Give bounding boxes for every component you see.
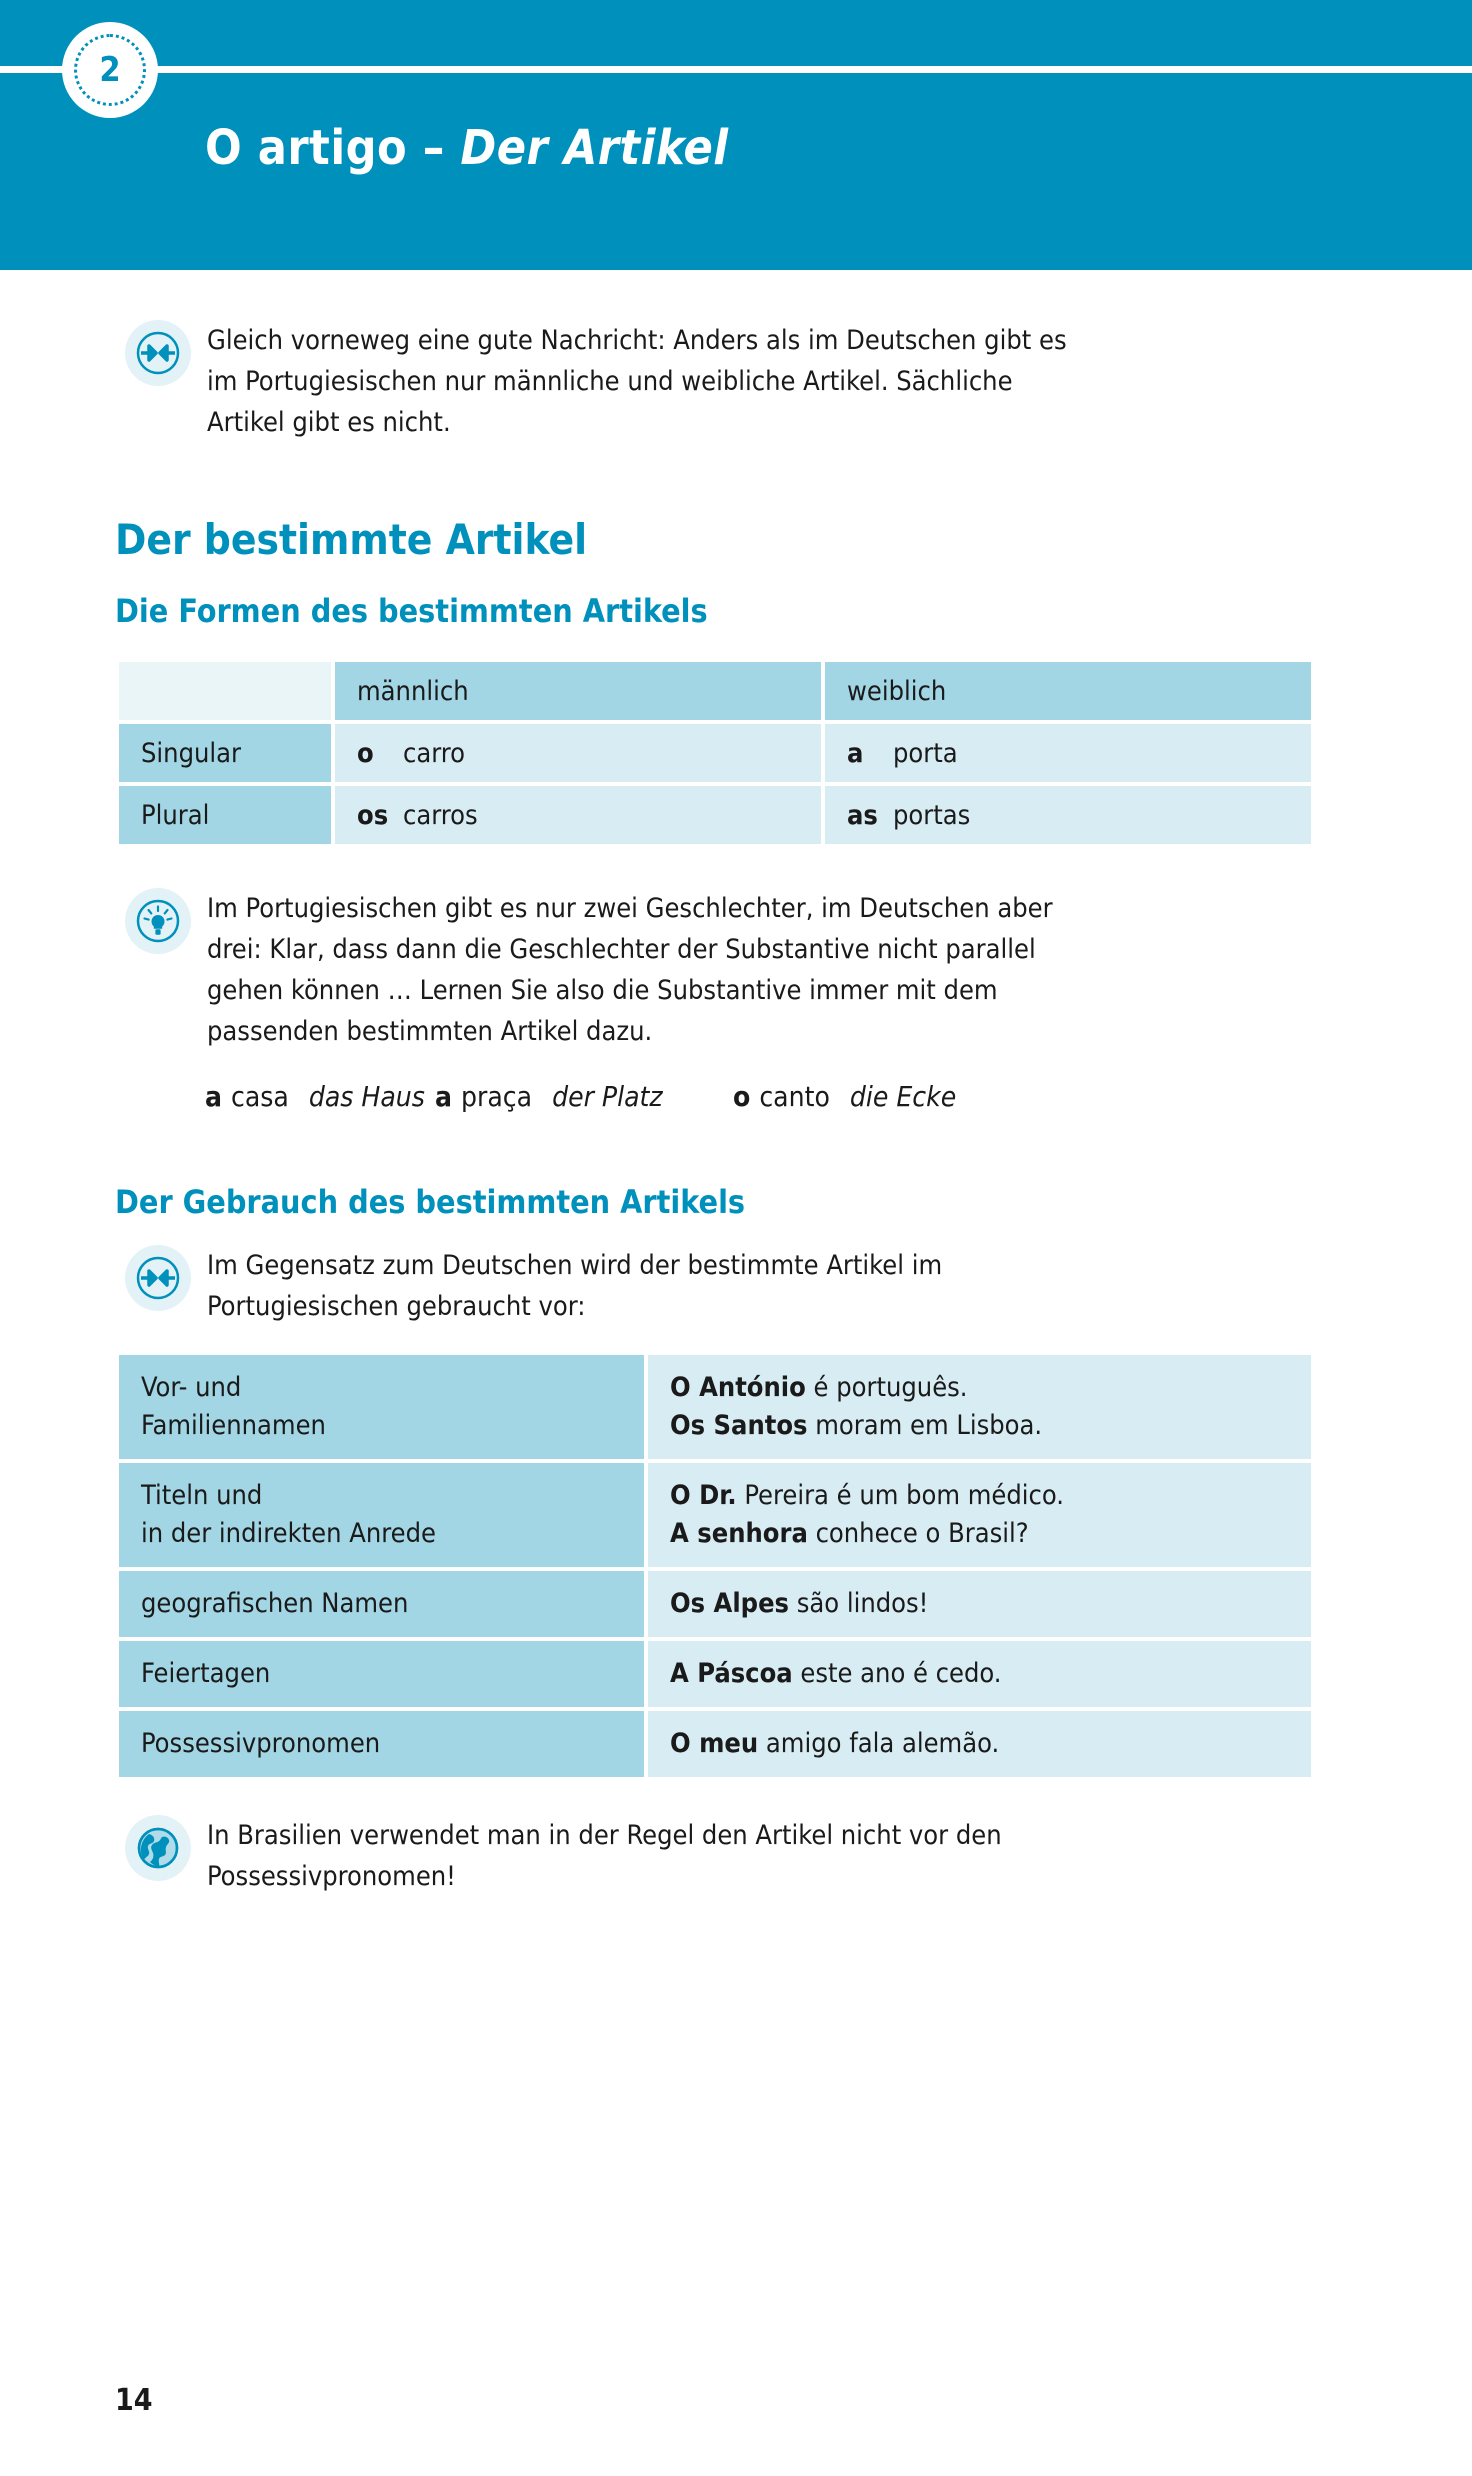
example-item [205,1080,435,1113]
section1-heading: Der bestimmte Artikel [115,515,588,564]
article-forms-table [115,658,1315,848]
tip-note-text: Im Portugiesischen gibt es nur zwei Geschlechter, im Deutschen aber drei: Klar, dass dann die Geschlechter der Substantive nicht parallel gehen können … Lernen Sie also die Substantive immer mit dem passenden bestimmten Artikel dazu. [207,893,1053,1047]
table-row [119,1641,1311,1707]
arrows-converge-icon [125,1245,191,1311]
example-bold: Os Santos [670,1410,808,1441]
section1-subheading: Die Formen des bestimmten Artikels [115,592,708,630]
article-usage-table [115,1351,1315,1781]
page-header [0,0,1472,270]
table-header-row [119,662,1311,720]
section2-heading: Der Gebrauch des bestimmten Artikels [115,1183,746,1221]
table-row [119,724,1311,782]
usage-lead-note-text: Im Gegensatz zum Deutschen wird der bestimmte Artikel im Portugiesischen gebraucht vor: [207,1250,943,1322]
table-header-masculine: männlich [335,662,821,720]
usage-lead-note [115,1245,1345,1327]
example-line [670,1407,1289,1445]
example-translation: die Ecke [849,1080,957,1113]
example-bold: Os Alpes [670,1588,790,1619]
noun-carro: carro [403,737,465,769]
example-bold: O Dr. [670,1480,737,1511]
usage-examples-geographic [648,1571,1311,1637]
example-word: canto [759,1080,830,1113]
noun-porta: porta [893,737,958,769]
page-number: 14 [115,2383,153,2418]
page-title-pt: O artigo [205,120,408,176]
table-row [119,1463,1311,1567]
brazil-note-text: In Brasilien verwendet man in der Regel den Artikel nicht vor den Possessivpronomen! [207,1820,1002,1892]
article-as: as [847,799,878,831]
table-row [119,786,1311,844]
example-rest: é português. [805,1372,968,1403]
usage-label-holidays [119,1641,644,1707]
arrows-converge-icon [125,320,191,386]
usage-examples-holidays [648,1641,1311,1707]
example-rest: são lindos! [789,1588,929,1619]
usage-label-names [119,1355,644,1459]
example-line [670,1655,1289,1693]
chapter-number: 2 [99,50,121,90]
label-line: Titeln und [141,1480,263,1511]
example-rest: conhece o Brasil? [807,1518,1029,1549]
row-label-plural: Plural [119,786,331,844]
usage-label-possessive [119,1711,644,1777]
article-a: a [847,737,864,769]
example-item [435,1080,685,1113]
table-header-blank [119,662,331,720]
usage-examples-possessive [648,1711,1311,1777]
usage-examples-titles [648,1463,1311,1567]
cell-singular-masculine [335,724,821,782]
page-title-de: Der Artikel [460,120,729,176]
brazil-note [115,1815,1345,1897]
globe-icon [125,1815,191,1881]
usage-label-geographic [119,1571,644,1637]
example-article: a [205,1080,222,1113]
example-rest: amigo fala alemão. [758,1728,1000,1759]
cell-plural-masculine [335,786,821,844]
example-rest: moram em Lisboa. [807,1410,1043,1441]
example-line [670,1725,1289,1763]
example-line [670,1369,1289,1407]
label-line: in der indirekten Anrede [141,1518,436,1549]
example-article: a [435,1080,452,1113]
example-translation: der Platz [552,1080,663,1113]
cell-plural-feminine [825,786,1311,844]
table-header-feminine: weiblich [825,662,1311,720]
article-os: os [357,799,389,831]
example-word: casa [231,1080,289,1113]
example-line [670,1477,1289,1515]
example-line [670,1585,1289,1623]
example-article: o [733,1080,751,1113]
intro-note [115,320,1345,443]
page-title [205,120,729,176]
article-examples [205,1080,1472,1113]
cell-singular-feminine [825,724,1311,782]
header-rule [0,66,1472,73]
example-rest: este ano é cedo. [792,1658,1002,1689]
noun-carros: carros [403,799,478,831]
article-o: o [357,737,374,769]
table-row [119,1571,1311,1637]
example-rest: Pereira é um bom médico. [736,1480,1064,1511]
usage-label-titles [119,1463,644,1567]
example-bold: A senhora [670,1518,808,1549]
row-label-singular: Singular [119,724,331,782]
intro-note-text: Gleich vorneweg eine gute Nachricht: Anders als im Deutschen gibt es im Portugiesischen nur männliche und weibliche Artikel. Sächliche Artikel gibt es nicht. [207,325,1067,438]
usage-examples-names [648,1355,1311,1459]
lightbulb-icon [125,888,191,954]
page-title-separator: – [407,120,461,176]
tip-note [115,888,1345,1052]
example-bold: O meu [670,1728,759,1759]
example-word: praça [461,1080,533,1113]
label-line: Feiertagen [141,1658,271,1689]
noun-portas: portas [893,799,971,831]
chapter-badge [62,22,158,118]
label-line: Vor- und [141,1372,242,1403]
table-row [119,1355,1311,1459]
example-item [733,1080,956,1113]
example-bold: O António [670,1372,806,1403]
example-translation: das Haus [308,1080,425,1113]
page-content [0,270,1472,1897]
label-line: Familiennamen [141,1410,326,1441]
label-line: Possessivpronomen [141,1728,381,1759]
table-row [119,1711,1311,1777]
example-bold: A Páscoa [670,1658,793,1689]
label-line: geografischen Namen [141,1588,409,1619]
example-line [670,1515,1289,1553]
